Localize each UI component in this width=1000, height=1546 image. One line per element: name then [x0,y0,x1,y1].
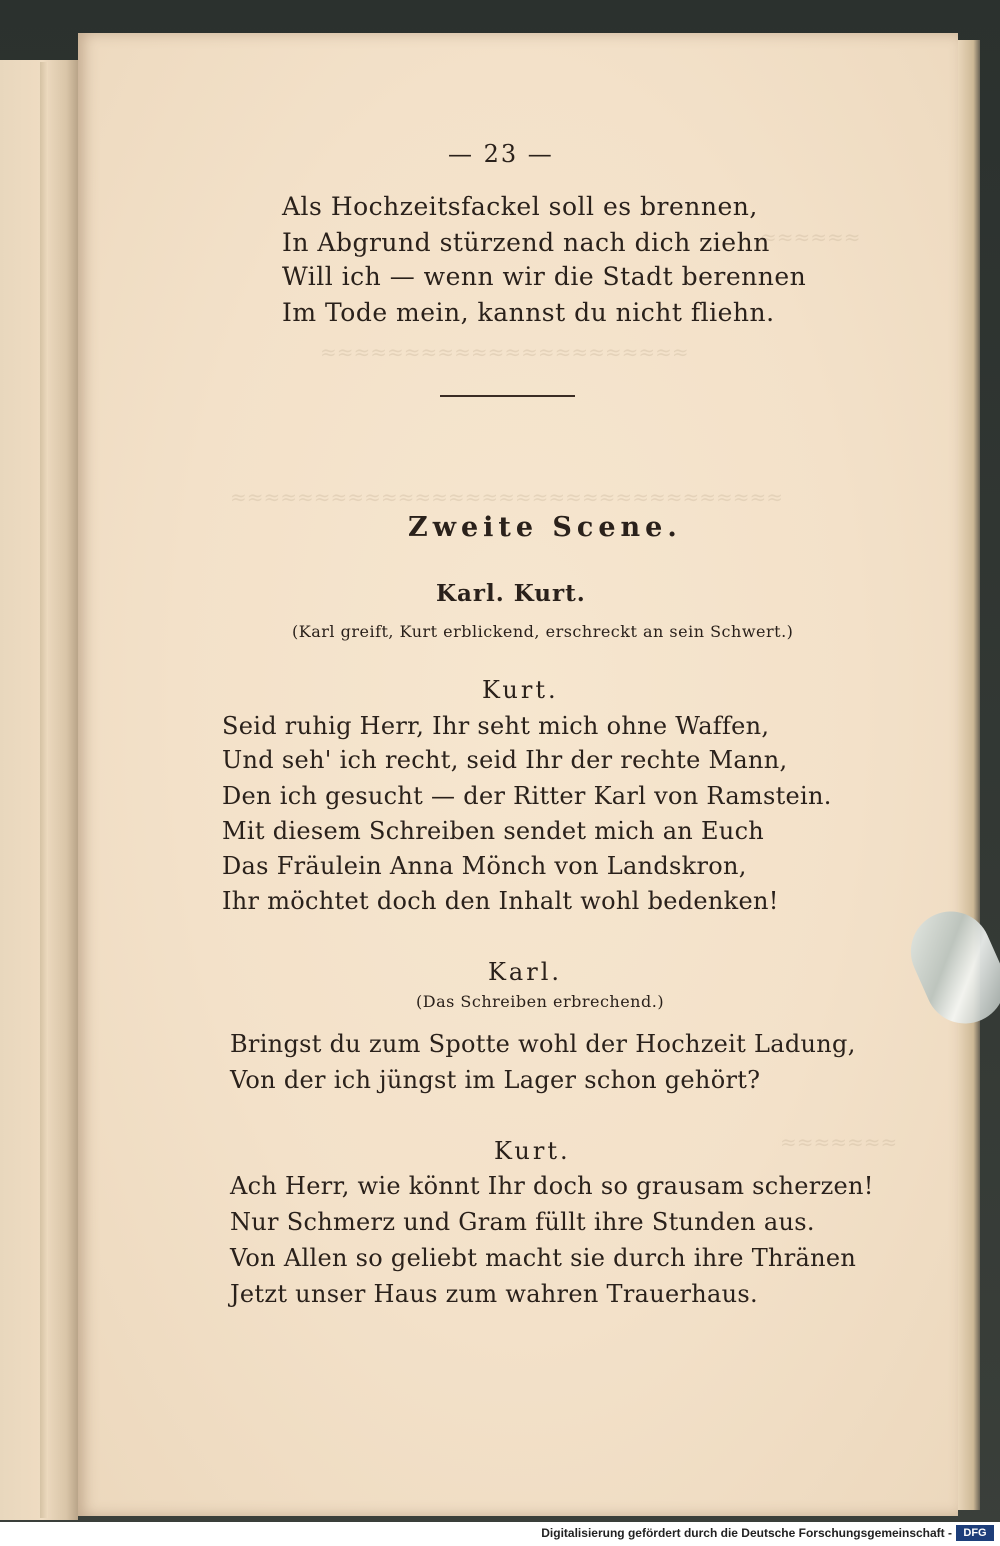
verse-line: Nur Schmerz und Gram füllt ihre Stunden aus. [230,1208,815,1236]
verse-line: Mit diesem Schreiben sendet mich an Euch [222,817,765,845]
funding-credit: Digitalisierung gefördert durch die Deutsche Forschungsgemeinschaft - [541,1526,952,1540]
verse-line: Von der ich jüngst im Lager schon gehört? [230,1066,761,1094]
page-stack-edge [958,40,980,1510]
verse-line: Seid ruhig Herr, Ihr seht mich ohne Waffen, [222,712,770,740]
show-through-text: ≈≈≈≈≈≈≈≈≈≈≈≈≈≈≈≈≈≈≈≈≈≈ [320,340,689,364]
verse-line: Bringst du zum Spotte wohl der Hochzeit Ladung, [230,1030,856,1058]
poem-line: In Abgrund stürzend nach dich ziehn [282,228,770,257]
poem-line: Will ich — wenn wir die Stadt berennen [282,262,807,291]
speaker-name: Karl. [488,958,563,986]
left-page-fold [40,62,48,1518]
verse-line: Das Fräulein Anna Mönch von Landskron, [222,852,747,880]
verse-line: Den ich gesucht — der Ritter Karl von Ramstein. [222,782,832,810]
scene-characters: Karl. Kurt. [436,580,586,607]
speaker-name: Kurt. [482,676,559,704]
show-through-text: ≈≈≈≈≈≈ [760,225,861,249]
page-number: — 23 — [448,140,554,168]
verse-line: Von Allen so geliebt macht sie durch ihre Thränen [230,1244,857,1272]
left-page-edge [0,60,78,1520]
verse-line: Ihr möchtet doch den Inhalt wohl bedenken! [222,887,779,915]
stage-direction: (Karl greift, Kurt erblickend, erschreckt an sein Schwert.) [292,622,794,641]
verse-line: Jetzt unser Haus zum wahren Trauerhaus. [230,1280,758,1308]
poem-line: Im Tode mein, kannst du nicht fliehn. [282,298,775,327]
verse-line: Und seh' ich recht, seid Ihr der rechte Mann, [222,746,788,774]
verse-line: Ach Herr, wie könnt Ihr doch so grausam scherzen! [230,1172,874,1200]
show-through-text: ≈≈≈≈≈≈≈ [780,1130,898,1154]
show-through-text: ≈≈≈≈≈≈≈≈≈≈≈≈≈≈≈≈≈≈≈≈≈≈≈≈≈≈≈≈≈≈≈≈≈ [230,485,784,509]
speaker-name: Kurt. [494,1137,571,1165]
dfg-logo: DFG [956,1525,994,1541]
poem-line: Als Hochzeitsfackel soll es brennen, [282,192,758,221]
section-divider [440,395,575,397]
footer-bar [0,1522,1000,1546]
stage-direction: (Das Schreiben erbrechend.) [416,992,665,1011]
scene-title: Zweite Scene. [408,512,682,543]
